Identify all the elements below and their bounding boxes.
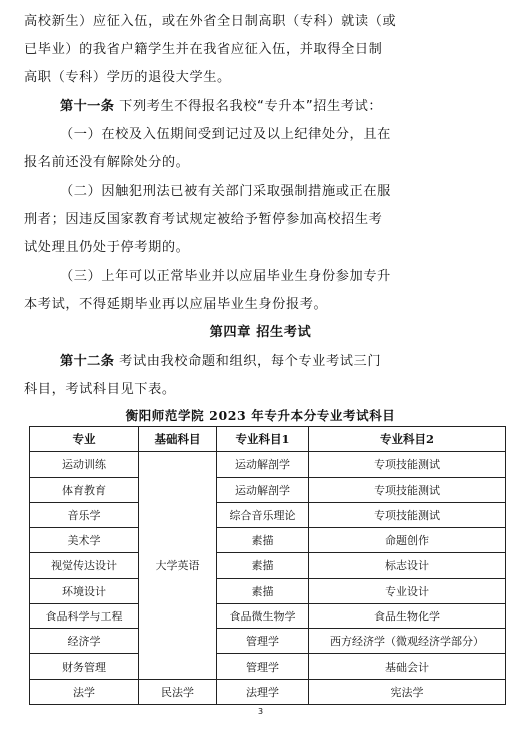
subject2-cell: 基础会计 bbox=[309, 654, 506, 679]
major-cell: 美术学 bbox=[30, 528, 139, 553]
header-subject-2: 专业科目2 bbox=[309, 427, 506, 452]
table-row bbox=[30, 502, 506, 527]
header-subject-1: 专业科目1 bbox=[217, 427, 309, 452]
major-cell: 体育教育 bbox=[30, 477, 139, 502]
major-cell: 法学 bbox=[30, 679, 139, 704]
subject1-cell: 法理学 bbox=[217, 679, 309, 704]
header-major: 专业 bbox=[30, 427, 139, 452]
major-cell: 食品科学与工程 bbox=[30, 603, 139, 628]
clause-1-line: 报名前还没有解除处分的。 bbox=[24, 155, 190, 170]
subject1-cell: 综合音乐理论 bbox=[217, 502, 309, 527]
subject2-cell: 专业设计 bbox=[309, 578, 506, 603]
clause-2-line: 试处理且仍处于停考期的。 bbox=[24, 240, 190, 255]
basic-subject-cell: 大学英语 bbox=[139, 452, 217, 679]
article-12-line bbox=[60, 350, 496, 369]
chapter-heading: 第四章 招生考试 bbox=[209, 325, 312, 340]
table-row bbox=[30, 679, 506, 704]
subject1-cell: 食品微生物学 bbox=[217, 603, 309, 628]
subject2-cell: 标志设计 bbox=[309, 553, 506, 578]
body-text-line: 高校新生）应征入伍，或在外省全日制高职（专科）就读（或 bbox=[24, 14, 397, 29]
major-cell: 环境设计 bbox=[30, 578, 139, 603]
major-cell: 财务管理 bbox=[30, 654, 139, 679]
table-caption: 衡阳师范学院 2023 年专升本分专业考试科目 bbox=[125, 408, 396, 423]
article-11-text: 下列考生不得报名我校“专升本”招生考试： bbox=[119, 99, 383, 114]
article-12-title: 第十二条 bbox=[60, 354, 115, 369]
subject2-cell: 西方经济学（微观经济学部分） bbox=[309, 629, 506, 654]
article-12-text: 考试由我校命题和组织，每个专业考试三门 bbox=[119, 354, 382, 369]
subject2-cell: 宪法学 bbox=[309, 679, 506, 704]
clause-2-line: （二）因触犯刑法已被有关部门采取强制措施或正在服 bbox=[60, 184, 391, 199]
subject1-cell: 素描 bbox=[217, 553, 309, 578]
subject2-cell: 专项技能测试 bbox=[309, 477, 506, 502]
major-cell: 视觉传达设计 bbox=[30, 553, 139, 578]
subject1-cell: 管理学 bbox=[217, 654, 309, 679]
table-row bbox=[30, 578, 506, 603]
subject1-cell: 素描 bbox=[217, 528, 309, 553]
table-row bbox=[30, 654, 506, 679]
header-basic-subject: 基础科目 bbox=[139, 427, 217, 452]
exam-subjects-table bbox=[29, 426, 506, 705]
table-header-row bbox=[30, 427, 506, 452]
subject1-cell: 运动解剖学 bbox=[217, 452, 309, 477]
clause-3-line: 本考试，不得延期毕业再以应届毕业生身份报考。 bbox=[24, 297, 328, 312]
clause-2-line: 刑者；因违反国家教育考试规定被给予暂停参加高校招生考 bbox=[24, 212, 383, 227]
article-11-line bbox=[60, 95, 496, 114]
subject2-cell: 食品生物化学 bbox=[309, 603, 506, 628]
body-text-line: 已毕业）的我省户籍学生并在我省应征入伍，并取得全日制 bbox=[24, 42, 383, 57]
table-row bbox=[30, 528, 506, 553]
table-row bbox=[30, 603, 506, 628]
basic-subject-cell: 民法学 bbox=[139, 679, 217, 704]
table-row bbox=[30, 477, 506, 502]
subject2-cell: 命题创作 bbox=[309, 528, 506, 553]
article-11-title: 第十一条 bbox=[60, 99, 115, 114]
major-cell: 运动训练 bbox=[30, 452, 139, 477]
major-cell: 音乐学 bbox=[30, 502, 139, 527]
table-row bbox=[30, 553, 506, 578]
subject2-cell: 专项技能测试 bbox=[309, 452, 506, 477]
table-row bbox=[30, 629, 506, 654]
table-row bbox=[30, 452, 506, 477]
subject1-cell: 管理学 bbox=[217, 629, 309, 654]
page-number: 3 bbox=[257, 707, 264, 716]
subject2-cell: 专项技能测试 bbox=[309, 502, 506, 527]
subject1-cell: 素描 bbox=[217, 578, 309, 603]
article-12-line: 科目，考试科目见下表。 bbox=[24, 382, 176, 397]
major-cell: 经济学 bbox=[30, 629, 139, 654]
body-text-line: 高职（专科）学历的退役大学生。 bbox=[24, 70, 231, 85]
clause-3-line: （三）上年可以正常毕业并以应届毕业生身份参加专升 bbox=[60, 269, 391, 284]
clause-1-line: （一）在校及入伍期间受到记过及以上纪律处分，且在 bbox=[60, 127, 391, 142]
subject1-cell: 运动解剖学 bbox=[217, 477, 309, 502]
